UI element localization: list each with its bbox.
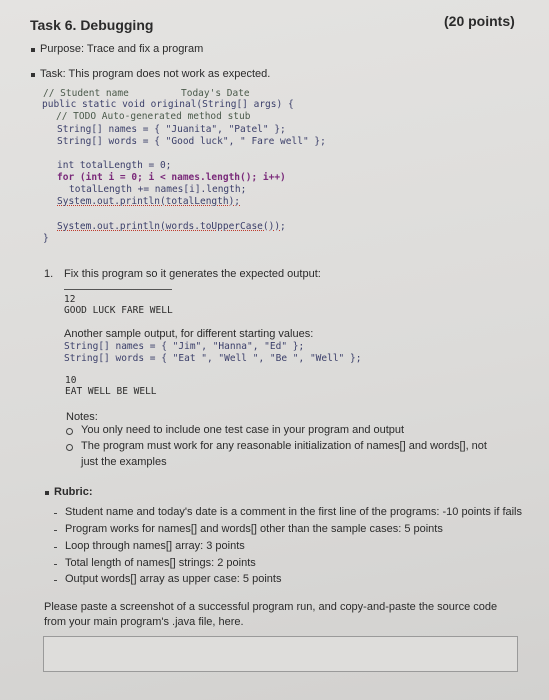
- bullet-icon: [45, 491, 49, 495]
- code-int-line: int totalLength = 0;: [57, 160, 172, 171]
- dash-icon: [54, 530, 57, 531]
- task-title: Task 6. Debugging: [30, 17, 154, 33]
- notes-label: Notes:: [66, 411, 98, 423]
- code-add-line: totalLength += names[i].length;: [69, 184, 247, 195]
- bullet-icon: [31, 73, 35, 77]
- rubric-item: Program works for names[] and words[] other than the sample cases: 5 points: [65, 523, 443, 535]
- another-sample-text: Another sample output, for different starting values:: [64, 328, 314, 340]
- item-number: 1.: [44, 268, 54, 280]
- code-for-line: for (int i = 0; i < names.length(); i++): [57, 172, 286, 183]
- answer-box[interactable]: [43, 636, 518, 672]
- footer-instruction-2: from your main program's .java file, here.: [44, 616, 244, 628]
- note-2b: just the examples: [81, 456, 167, 468]
- code-names2: String[] names = { "Jim", "Hanna", "Ed" };: [64, 341, 305, 352]
- circle-bullet-icon: [66, 428, 73, 435]
- rubric-item: Output words[] array as upper case: 5 points: [65, 573, 282, 585]
- output2-line2: EAT WELL BE WELL: [65, 386, 157, 397]
- purpose-line: [40, 43, 203, 55]
- code-print1: System.out.println(totalLength);: [57, 196, 241, 207]
- task-label: Task:: [40, 68, 66, 80]
- footer-instruction-1: Please paste a screenshot of a successful program run, and copy-and-paste the source code: [44, 601, 498, 613]
- dash-icon: [54, 580, 57, 581]
- dash-icon: [54, 547, 57, 548]
- rubric-label: Rubric:: [54, 486, 93, 498]
- item-text: Fix this program so it generates the expected output:: [64, 268, 321, 280]
- task-text: This program does not work as expected.: [65, 68, 271, 80]
- bullet-icon: [31, 48, 35, 52]
- code-close-brace: }: [43, 233, 49, 244]
- code-print2: System.out.println(words.toUpperCase());: [57, 221, 286, 232]
- purpose-label: Purpose:: [40, 43, 85, 55]
- circle-bullet-icon: [66, 444, 73, 451]
- dash-icon: [54, 513, 57, 514]
- code-comment-date: Today's Date: [181, 88, 250, 99]
- code-comment-student: // Student name: [43, 88, 129, 99]
- rubric-item: Loop through names[] array: 3 points: [65, 540, 245, 552]
- output-divider: [64, 289, 172, 290]
- purpose-text: Trace and fix a program: [84, 43, 204, 55]
- rubric-item: Total length of names[] strings: 2 points: [65, 557, 256, 569]
- note-2a: The program must work for any reasonable initialization of names[] and words[], not: [81, 440, 487, 452]
- rubric-item: Student name and today's date is a comment in the first line of the programs: -10 points if fails: [65, 506, 523, 518]
- points-label: (20 points): [444, 13, 515, 29]
- dash-icon: [54, 564, 57, 565]
- code-todo: // TODO Auto-generated method stub: [56, 111, 251, 122]
- task-line: [40, 68, 270, 80]
- code-words2: String[] words = { "Eat ", "Well ", "Be ", "Well" };: [64, 353, 362, 364]
- code-words-line: String[] words = { "Good luck", " Fare well" };: [57, 136, 326, 147]
- output2-line1: 10: [65, 375, 77, 386]
- output1-line1: 12: [64, 294, 76, 305]
- code-names-line: String[] names = { "Juanita", "Patel" };: [57, 124, 286, 135]
- code-signature: public static void original(String[] args) {: [42, 99, 294, 110]
- note-1: You only need to include one test case in your program and output: [81, 424, 405, 436]
- output1-line2: GOOD LUCK FARE WELL: [64, 305, 173, 316]
